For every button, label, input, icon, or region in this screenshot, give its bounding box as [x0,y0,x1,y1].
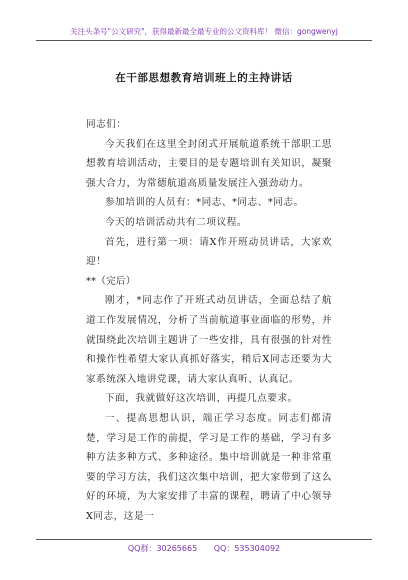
body-paragraph: 一、提高思想认识，端正学习态度。同志们都清楚，学习是工作的前提，学习是工作的基础，学习有多种方法多种方式、多种途径。集中培训就是一种非常重要的学习方法，我们这次集中培训，把大家带到了这么好的环境，为大家安排了丰富的课程，聘请了中心领导X同志，这是一 [86,412,332,522]
body-paragraph: 今天我们在这里全封闭式开展航道系统干部职工思想教育培训活动，主要目的是专题培训有关知识，凝聚强大合力，为常德航道高质量发展注入强劲动力。 [86,138,332,189]
body-paragraph: 下面，我就做好这次培训，再提几点要求。 [105,393,298,405]
header-divider [36,40,372,41]
footer-qq-group: QQ群：30265665 [127,544,198,553]
body-paragraph: 今天的培训活动共有二项议程。 [105,216,248,228]
body-paragraph: 首先，进行第一项：请X作开班动员讲话，大家欢迎！ [86,236,332,268]
header-promo-text: 关注头条号"公文研究"，获得最新最全最专业的公文资料库！ 微信：gongwenyj [70,27,338,36]
footer-divider [36,539,372,540]
remark-paragraph: **（完后） [86,275,136,287]
document-title: 在干部思想教育培训班上的主持讲话 [115,72,293,84]
footer-contact [0,543,408,554]
body-paragraph: 参加培训的人员有：*同志、*同志、*同志。 [105,197,304,209]
body-paragraph: 刚才，*同志作了开班式动员讲话，全面总结了航道工作发展情况，分析了当前航道事业面临的形势，并就围绕此次培训主题讲了一些安排，具有很强的针对性和操作性希望大家认真抓好落实，稍后X同志还要为大家系统深入地讲党课，请大家认真听、认真记。 [86,295,332,385]
footer-qq-number: QQ：535304092 [213,544,281,553]
salutation-paragraph: 同志们： [86,119,127,130]
document-body [86,115,332,526]
